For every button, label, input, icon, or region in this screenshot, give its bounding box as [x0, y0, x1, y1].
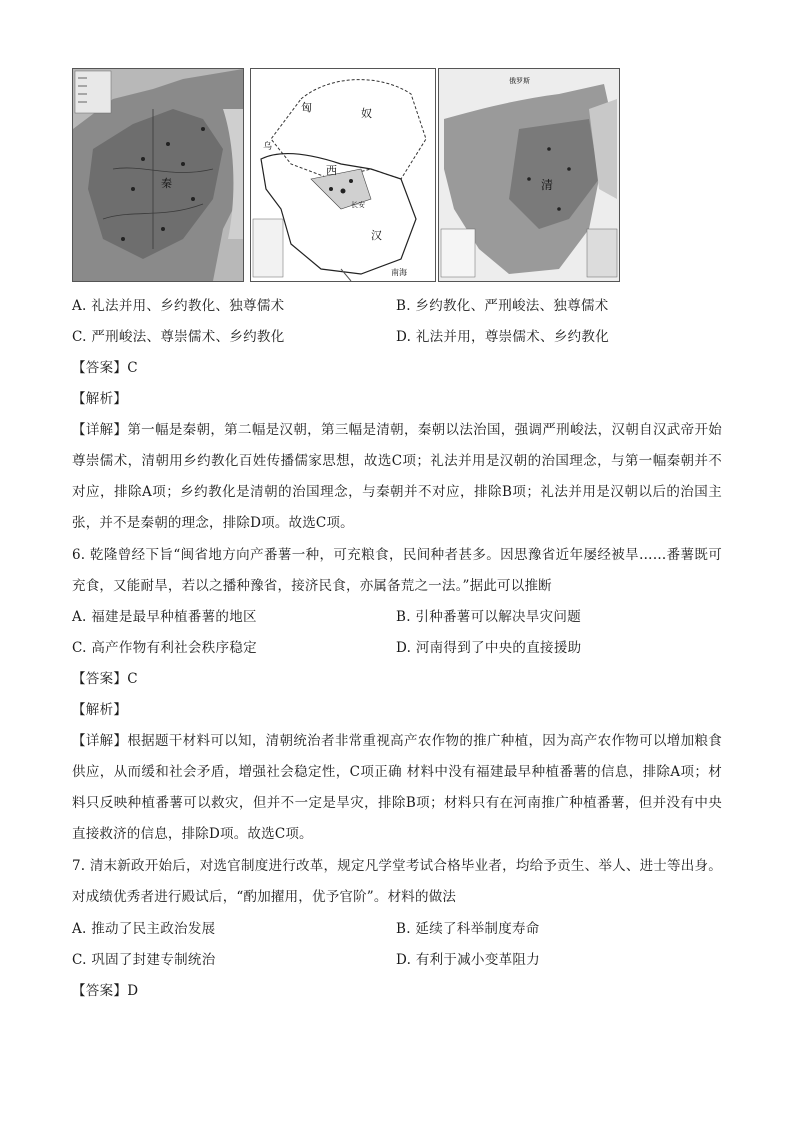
q6-answer: [72, 669, 138, 689]
q7-stem: 7. 清末新政开始后，对选官制度进行改革，规定凡学堂考试合格毕业者，均给予贡生、举人、进士等出身。对成绩优秀者进行殿试后，“酌加擢用，优予官阶”。材料的做法: [72, 858, 722, 905]
qin-dynasty-map: [72, 68, 244, 282]
q5-option-b: B. 乡约教化、严刑峻法、独尊儒术: [396, 298, 609, 314]
q6-detail-text: 根据题干材料可以知，清朝统治者非常重视高产农作物的推广种植，因为高产农作物可以增加粮食供应，从而缓和社会矛盾，增强社会稳定性，C项正确 材料中没有福建最早种植番薯的信息，排除A项；材料只反映种植番薯可以救灾，但并不一定是旱灾，排除B项；材料只有在河南推广种植番薯，但并没有中央直接救济的信息，排除D项。故选C项。: [72, 733, 722, 842]
q6-detail: [72, 726, 722, 850]
q5-answer-tag: 【答案】: [72, 360, 128, 376]
q6-option-b: B. 引种番薯可以解决旱灾问题: [396, 609, 582, 625]
qing-label: 清: [541, 178, 554, 192]
q5-answer: [72, 358, 138, 378]
han-label-han: 汉: [371, 229, 382, 242]
han-label-nu: 奴: [361, 107, 372, 120]
q7-answer: [72, 981, 138, 1001]
q5-analysis-tag: 【解析】: [72, 391, 128, 407]
qing-label-russia: 俄罗斯: [509, 77, 530, 85]
q6-answer-value: C: [127, 671, 138, 687]
q5-option-a: A. 礼法并用、乡约教化、独尊儒术: [72, 298, 285, 314]
q7-option-b: B. 延续了科举制度寿命: [396, 921, 540, 937]
qing-dynasty-map: [438, 68, 620, 282]
q5-detail-text: 第一幅是秦朝，第二幅是汉朝，第三幅是清朝，秦朝以法治国，强调严刑峻法，汉朝自汉武帝开始尊崇儒术，清朝用乡约教化百姓传播儒家思想，故选C项；礼法并用是汉朝的治国理念，与第一幅秦朝并不对应，排除A项；乡约教化是清朝的治国理念，与秦朝并不对应，排除B项；礼法并用是汉朝以后的治国主张，并不是秦朝的理念，排除D项。故选C项。: [72, 422, 722, 531]
han-label-xi: 西: [326, 164, 337, 177]
q7-answer-value: D: [127, 983, 139, 999]
qin-label: 秦: [161, 177, 172, 190]
q6-option-a: A. 福建是最早种植番薯的地区: [72, 609, 257, 625]
q5-option-d: D. 礼法并用，尊崇儒术、乡约教化: [396, 329, 610, 345]
q5-detail: [72, 415, 722, 539]
han-label-changan: 长安: [351, 201, 365, 209]
han-dynasty-map: [250, 68, 436, 282]
q6-detail-tag: 【详解】: [72, 733, 128, 749]
q6-option-c: C. 高产作物有利社会秩序稳定: [72, 640, 257, 656]
q5-option-c: C. 严刑峻法、尊崇儒术、乡约教化: [72, 329, 285, 345]
q7-answer-tag: 【答案】: [72, 983, 128, 999]
q6-analysis-tag: 【解析】: [72, 702, 128, 718]
q7-option-c: C. 巩固了封建专制统治: [72, 952, 216, 968]
han-label-nanhai: 南海: [391, 268, 407, 277]
map-figures: [72, 68, 620, 284]
q7-option-d: D. 有利于减小变革阻力: [396, 952, 541, 968]
q6-answer-tag: 【答案】: [72, 671, 128, 687]
q5-answer-value: C: [127, 360, 138, 376]
q5-detail-tag: 【详解】: [72, 422, 128, 438]
q6-stem: 6. 乾隆曾经下旨“闽省地方向产番薯一种，可充粮食，民间种者甚多。因思豫省近年屡经被旱……番薯既可充食，又能耐旱，若以之播种豫省，接济民食，亦属备荒之一法。”据此可以推断: [72, 547, 722, 594]
han-label-wu: 乌: [263, 142, 273, 152]
q6-option-d: D. 河南得到了中央的直接援助: [396, 640, 582, 656]
q7-option-a: A. 推动了民主政治发展: [72, 921, 216, 937]
han-label-xiong: 匈: [301, 101, 312, 114]
